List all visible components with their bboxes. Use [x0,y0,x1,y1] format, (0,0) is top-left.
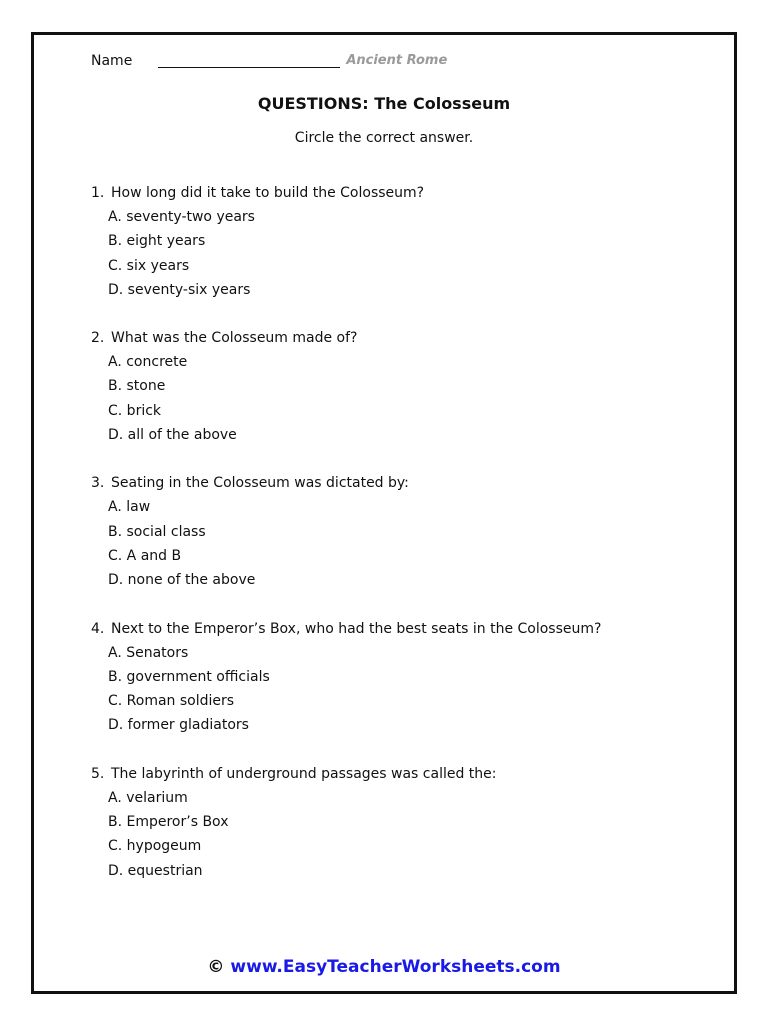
answer-option: C. Roman soldiers [108,693,235,710]
name-blank-line [158,67,340,68]
question-5 [91,762,711,883]
answer-option: A. Senators [108,644,189,661]
question-number: 1. [91,185,105,201]
question-text: Next to the Emperor’s Box, who had the best seats in the Colosseum? [111,620,602,637]
question-number: 2. [91,330,105,347]
answer-option: B. Emperor’s Box [108,814,229,831]
question-list [91,181,711,907]
answer-option: D. former gladiators [108,717,249,734]
footer [0,957,768,977]
answer-option: C. brick [108,402,162,419]
question-text: What was the Colosseum made of? [111,330,358,347]
name-label: Name [91,53,133,69]
answer-option: A. law [108,499,151,516]
question-4 [91,617,711,738]
question-2 [91,326,711,447]
answer-option: C. six years [108,257,190,274]
question-text: How long did it take to build the Colosseum? [111,185,425,201]
answer-option: D. equestrian [108,862,203,879]
question-number: 5. [91,765,105,782]
answer-option: A. seventy-two years [108,209,255,225]
subject-label: Ancient Rome [346,53,448,68]
question-number: 3. [91,475,105,492]
question-1 [91,181,711,302]
answer-option: A. velarium [108,789,188,806]
answer-option: A. concrete [108,354,188,371]
answer-option: B. government officials [108,668,270,685]
worksheet-title: QUESTIONS: The Colosseum [257,94,511,113]
instructions: Circle the correct answer. [294,130,474,146]
answer-option: B. eight years [108,233,206,250]
answer-option: C. hypogeum [108,838,202,855]
question-text: Seating in the Colosseum was dictated by: [111,475,409,492]
question-text: The labyrinth of underground passages was called the: [111,765,497,782]
answer-option: B. social class [108,523,206,540]
answer-option: D. seventy-six years [108,281,251,298]
answer-option: C. A and B [108,547,182,564]
answer-option: D. all of the above [108,427,237,444]
website-link[interactable]: www.EasyTeacherWorksheets.com [230,957,561,977]
name-row [91,48,447,70]
question-number: 4. [91,620,105,637]
question-3 [91,471,711,592]
answer-option: B. stone [108,378,166,395]
copyright-symbol: © [207,957,225,977]
answer-option: D. none of the above [108,572,256,589]
